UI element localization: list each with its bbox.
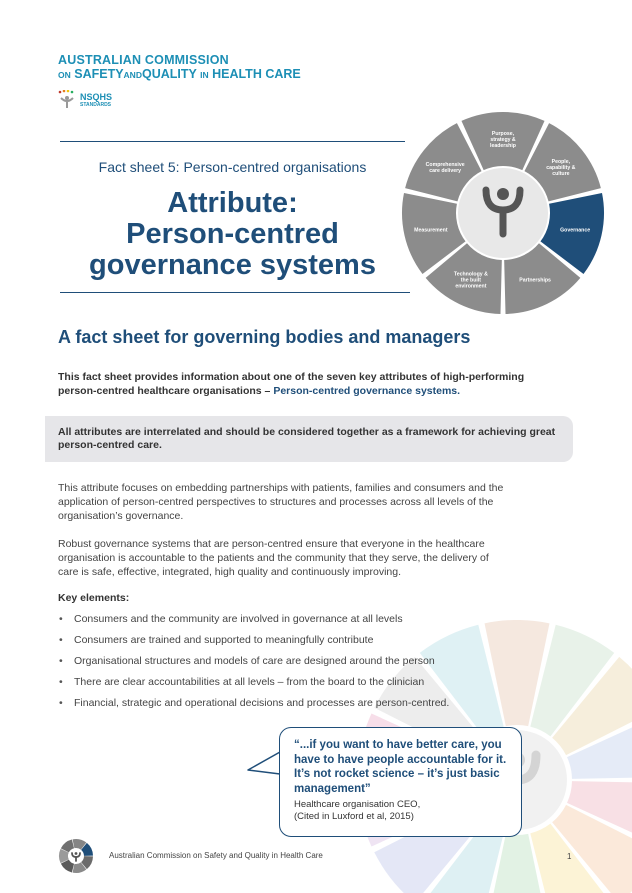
page-number: 1	[567, 852, 572, 861]
commission-logo	[58, 53, 301, 82]
title-rule-top	[60, 141, 405, 142]
page-title	[60, 188, 405, 281]
logo-line-2: ON SAFETYANDQUALITY IN HEALTH CARE	[58, 67, 301, 81]
wheel-segment-label: Partnerships	[519, 277, 551, 284]
title-line-2: Person-centred	[126, 218, 339, 250]
title-line-3: governance systems	[89, 249, 376, 281]
key-elements-list	[58, 613, 449, 718]
intro-highlight: Person-centred governance systems.	[273, 385, 461, 397]
footer-text: Australian Commission on Safety and Quality in Health Care	[109, 851, 323, 860]
list-item: • Organisational structures and models of care are designed around the person	[58, 655, 449, 676]
quote-bubble-tail	[246, 748, 282, 780]
fact-sheet-label: Fact sheet 5: Person-centred organisations	[98, 159, 367, 175]
standards-label: STANDARDS	[80, 101, 112, 108]
quote-text: “...if you want to have better care, you have to have people accountable for it. It’s not rocket science – it’s just basic management”	[294, 739, 507, 795]
wheel-segment-label: Comprehensive care delivery	[425, 161, 465, 174]
paragraph-1: This attribute focuses on embedding partnerships with patients, families and consumers and the application of person-centred perspectives to structures and processes across all levels of the organisation’s governance.	[58, 482, 504, 522]
title-line-1: Attribute:	[167, 187, 298, 219]
callout-box: All attributes are interrelated and should be considered together as a framework for achieving great person-centred care.	[45, 416, 573, 462]
quote-attribution: Healthcare organisation CEO, (Cited in Luxford et al, 2015)	[294, 799, 421, 822]
key-elements-heading: Key elements:	[58, 592, 130, 604]
wheel-segment-label: Purpose, strategy & leadership	[490, 131, 516, 149]
intro-text: This fact sheet provides information about one of the seven key attributes of high-performing person-centred healthcare organisations – Person-centred governance systems.	[58, 371, 525, 397]
wheel-segment-label: Measurement	[414, 227, 448, 234]
nsqhs-icon	[58, 90, 76, 110]
list-item: • Consumers are trained and supported to meaningfully contribute	[58, 634, 449, 655]
title-rule-bottom	[60, 292, 410, 293]
logo-line-1: AUSTRALIAN COMMISSION	[58, 53, 229, 67]
paragraph-2: Robust governance systems that are person-centred ensure that everyone in the healthcare organisation is accountable to the patients and the community that they serve, the delivery of care is safe, effective, integrated, high quality and continuously improving.	[58, 538, 489, 578]
nsqhs-logo	[58, 90, 112, 110]
wheel-segment-label: Technology & the built environment	[453, 271, 488, 290]
list-item: • Financial, strategic and operational decisions and processes are person-centred.	[58, 697, 449, 718]
list-item: • Consumers and the community are involved in governance at all levels	[58, 613, 449, 634]
section-heading: A fact sheet for governing bodies and managers	[58, 327, 471, 347]
quote-bubble	[279, 727, 522, 837]
attribute-wheel	[400, 110, 606, 316]
wheel-segment-label: People, capability & culture	[546, 158, 576, 177]
wheel-segment-label: Governance	[560, 227, 591, 234]
nsqhs-label: NSQHS	[80, 91, 113, 102]
footer-wheel-icon	[58, 838, 94, 874]
person-head-icon	[497, 188, 509, 200]
list-item: • There are clear accountabilities at all levels – from the board to the clinician	[58, 676, 449, 697]
